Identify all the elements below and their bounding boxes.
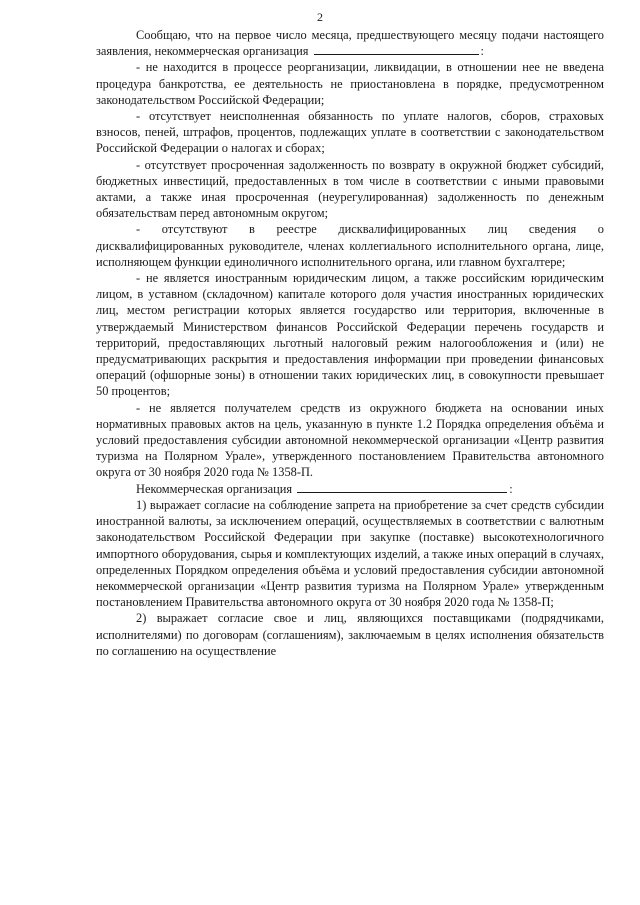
condition-bullet: - отсутствует просроченная задолженность по возврату в окружной бюджет субсидий, бюджетных инвестиций, предоставленных в том числе в соответствии с иными правовыми актами, а также иная просроченная (неурегулированная) задолженность по денежным обязательствам перед автономным округом; (96, 157, 604, 221)
organization-line (96, 481, 604, 497)
organization-name-blank (314, 43, 479, 55)
numbered-item: 2) выражает согласие свое и лиц, являющихся поставщиками (подрядчиками, исполнителями) по договорам (соглашениям), заключаемым в целях исполнения обязательств по соглашению на осуществление (96, 611, 604, 658)
condition-bullet: - не находится в процессе реорганизации, ликвидации, в отношении нее не введена процедура банкротства, ее деятельность не приостановлена в порядке, предусмотренном законодательством Российской Федерации; (96, 60, 604, 107)
organization-colon: : (509, 481, 513, 496)
numbered-item: 1) выражает согласие на соблюдение запрета на приобретение за счет средств субсидии иностранной валюты, за исключением операций, осуществляемых в соответствии с валютным законодательством Российской Федерации при закупке (поставке) высокотехнологичного импортного оборудования, сырья и комплектующих изделий, а также иных операций в случаях, определенных Порядком определения объёма и условий предоставления субсидии автономной некоммерческой организации «Центр развития туризма на Полярном Урале» утвержденным постановлением Правительства автономного округа от 30 ноября 2020 года № 1358-П; (96, 497, 604, 610)
condition-bullet: - не является получателем средств из окружного бюджета на основании иных нормативных правовых актов на цель, указанную в пункте 1.2 Порядка определения объёма и условий предоставления субсидии автономной некоммерческой организации «Центр развития туризма на Полярном Урале», утвержденного постановлением Правительства автономного округа от 30 ноября 2020 года № 1358-П. (96, 400, 604, 480)
intro-colon: : (480, 44, 484, 59)
document-body (96, 27, 604, 659)
page-number: 2 (317, 10, 323, 24)
organization-name-blank (297, 481, 507, 493)
intro-paragraph (96, 27, 604, 59)
condition-bullet: - не является иностранным юридическим лицом, а также российским юридическим лицом, в уставном (складочном) капитале которого доля участия иностранных юридических лиц, местом регистрации которых является государство или территория, включенные в утверждаемый Министерством финансов Российской Федерации перечень государств и территорий, предоставляющих льготный налоговый режим налогообложения и (или) не предусматривающих раскрытия и предоставления информации при проведении финансовых операций (офшорные зоны) в отношении таких юридических лиц, в совокупности превышает 50 процентов; (96, 271, 604, 399)
organization-label: Некоммерческая организация (136, 481, 293, 496)
condition-bullet: - отсутствуют в реестре дисквалифицированных лиц сведения о дисквалифицированных руководителе, членах коллегиального исполнительного органа, лице, исполняющем функции единоличного исполнительного органа, или главном бухгалтере; (96, 222, 604, 269)
condition-bullet: - отсутствует неисполненная обязанность по уплате налогов, сборов, страховых взносов, пеней, штрафов, процентов, подлежащих уплате в соответствии с законодательством Российской Федерации о налогах и сборах; (96, 109, 604, 156)
intro-text: Сообщаю, что на первое число месяца, предшествующего месяцу подачи настоящего заявления, некоммерческая организация (96, 28, 604, 59)
